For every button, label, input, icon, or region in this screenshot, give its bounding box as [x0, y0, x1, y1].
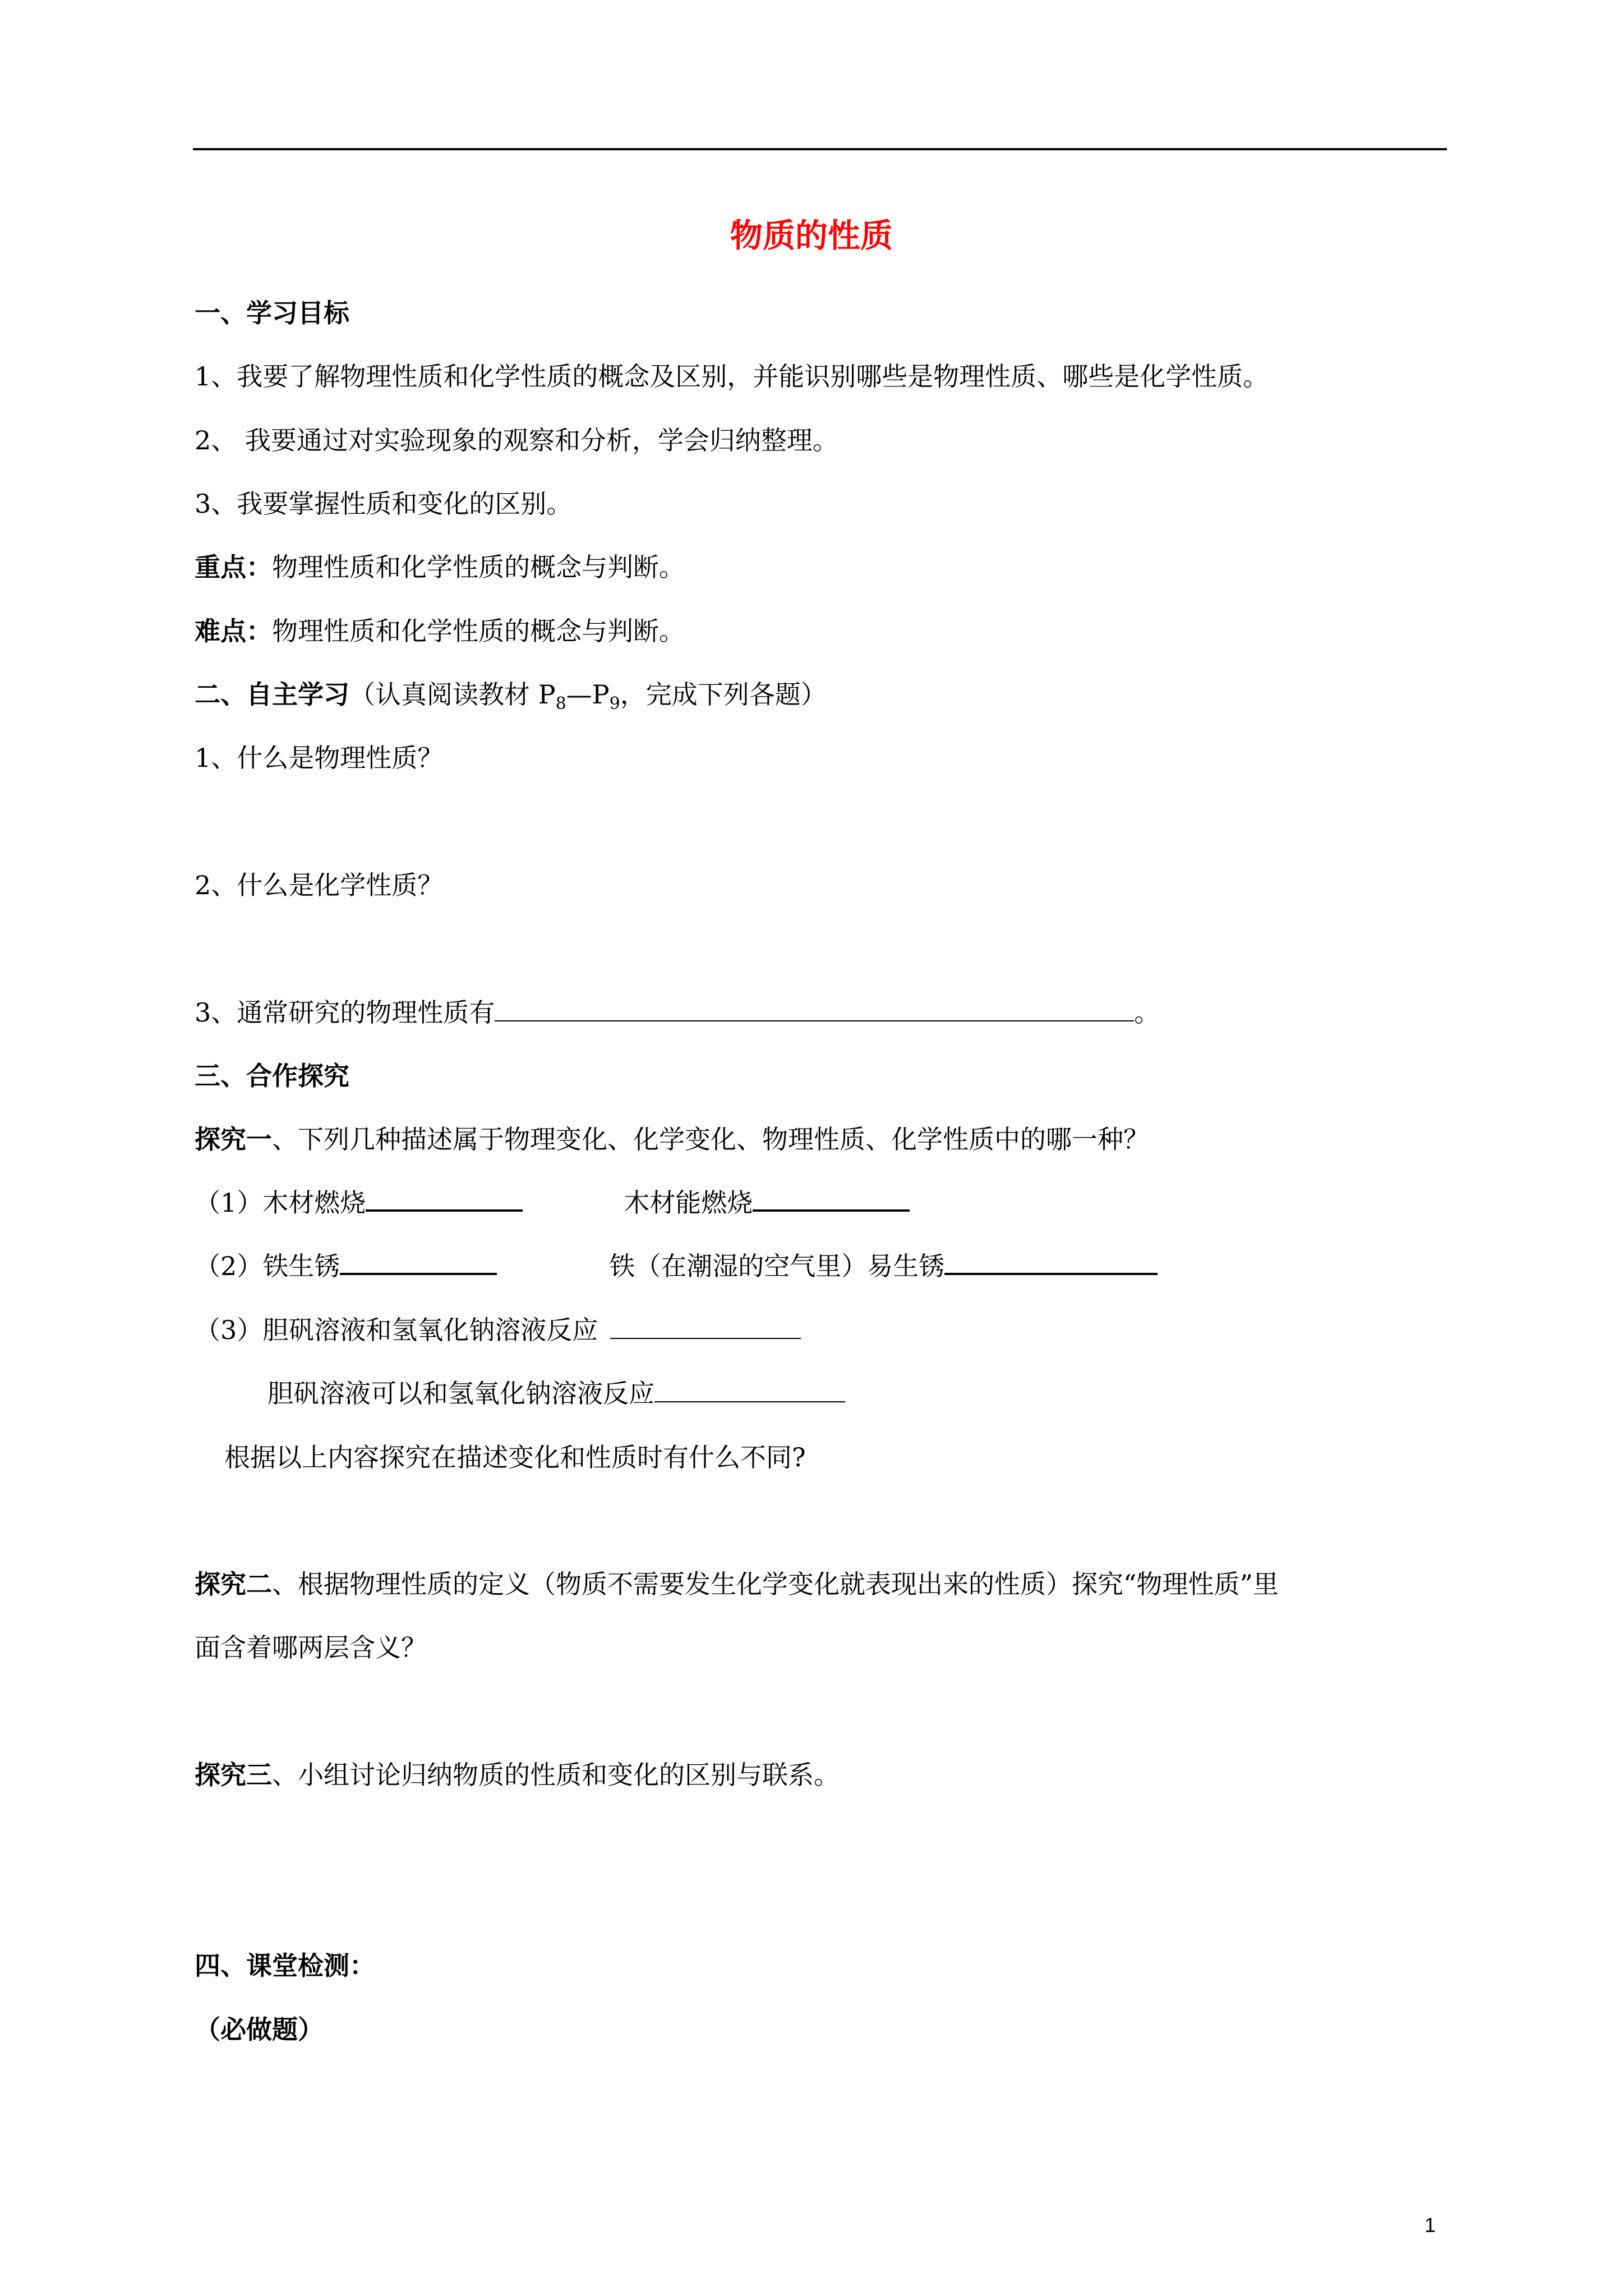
explore-1-question: 根据以上内容探究在描述变化和性质时有什么不同? — [224, 1442, 806, 1473]
difficult-point-text: 物理性质和化学性质的概念与判断。 — [272, 616, 685, 646]
section-2-note-sub-b: 9 — [609, 694, 620, 714]
explore-3-label: 探究三 — [195, 1760, 272, 1790]
question-3-blank[interactable] — [495, 998, 1134, 1022]
explore-2-text: 、根据物理性质的定义（物质不需要发生化学变化就表现出来的性质）探究“物理性质”里 — [272, 1569, 1279, 1599]
goal-3: 3、我要掌握性质和变化的区别。 — [195, 489, 573, 519]
explore-1 — [195, 1124, 1149, 1155]
section-4-heading: 四、课堂检测： — [195, 1950, 375, 1981]
page-number: 1 — [1424, 2214, 1436, 2237]
question-2: 2、什么是化学性质？ — [195, 870, 444, 900]
item-3b-blank[interactable] — [654, 1379, 845, 1402]
explore-1-text: 、下列几种描述属于物理变化、化学变化、物理性质、化学性质中的哪一种？ — [272, 1124, 1149, 1154]
goal-2: 2、 我要通过对实验现象的观察和分析，学会归纳整理。 — [195, 425, 838, 455]
key-point — [195, 551, 685, 583]
item-1b-text: 木材能燃烧 — [624, 1188, 753, 1218]
section-3-heading: 三、合作探究 — [195, 1061, 349, 1091]
item-2b-blank[interactable] — [944, 1250, 1158, 1275]
page-title: 物质的性质 — [730, 217, 893, 255]
explore-1-label: 探究一 — [195, 1124, 272, 1154]
item-2b-text: 铁（在潮湿的空气里）易生锈 — [609, 1251, 945, 1281]
item-3b-line — [268, 1378, 845, 1409]
question-3-text: 3、通常研究的物理性质有 — [195, 997, 495, 1028]
item-1b-blank[interactable] — [753, 1187, 910, 1212]
key-point-text: 物理性质和化学性质的概念与判断。 — [272, 552, 685, 582]
question-3 — [195, 997, 1160, 1028]
goal-1: 1、我要了解物理性质和化学性质的概念及区别，并能识别哪些是物理性质、哪些是化学性质。 — [195, 361, 1269, 392]
explore-2-line-2: 面含着哪两层含义？ — [195, 1632, 427, 1663]
question-1: 1、什么是物理性质？ — [195, 743, 444, 773]
difficult-point — [195, 615, 685, 647]
header-rule — [193, 148, 1447, 150]
explore-3-text: 、小组讨论归纳物质的性质和变化的区别与联系。 — [272, 1760, 840, 1790]
item-2a-text: （2）铁生锈 — [195, 1251, 340, 1281]
item-2-line — [195, 1250, 1158, 1282]
section-2-heading: 二、自主学习 — [195, 679, 349, 710]
item-3b-text: 胆矾溶液可以和氢氧化钠溶液反应 — [268, 1378, 654, 1409]
question-3-end: 。 — [1134, 997, 1160, 1028]
section-1-heading: 一、学习目标 — [195, 298, 349, 328]
item-3a-blank[interactable] — [610, 1315, 801, 1339]
section-2-note-a: （认真阅读教材 P — [349, 679, 556, 710]
section-2-heading-line — [195, 679, 827, 714]
item-3a-line — [195, 1314, 801, 1346]
difficult-point-label: 难点： — [195, 616, 272, 646]
explore-2-label: 探究二 — [195, 1569, 272, 1599]
item-1-line — [195, 1187, 910, 1218]
item-1a-text: （1）木材燃烧 — [195, 1188, 366, 1218]
item-2a-blank[interactable] — [340, 1250, 497, 1275]
section-4-sub: （必做题） — [195, 2014, 324, 2045]
key-point-label: 重点： — [195, 552, 272, 582]
item-3a-text: （3）胆矾溶液和氢氧化钠溶液反应 — [195, 1315, 598, 1345]
item-1a-blank[interactable] — [366, 1187, 523, 1212]
section-2-note-c: ，完成下列各题） — [620, 679, 827, 710]
explore-3 — [195, 1759, 840, 1791]
explore-2 — [195, 1568, 1279, 1600]
section-2-note-b: —P — [566, 679, 610, 710]
section-2-note-sub-a: 8 — [555, 694, 566, 714]
